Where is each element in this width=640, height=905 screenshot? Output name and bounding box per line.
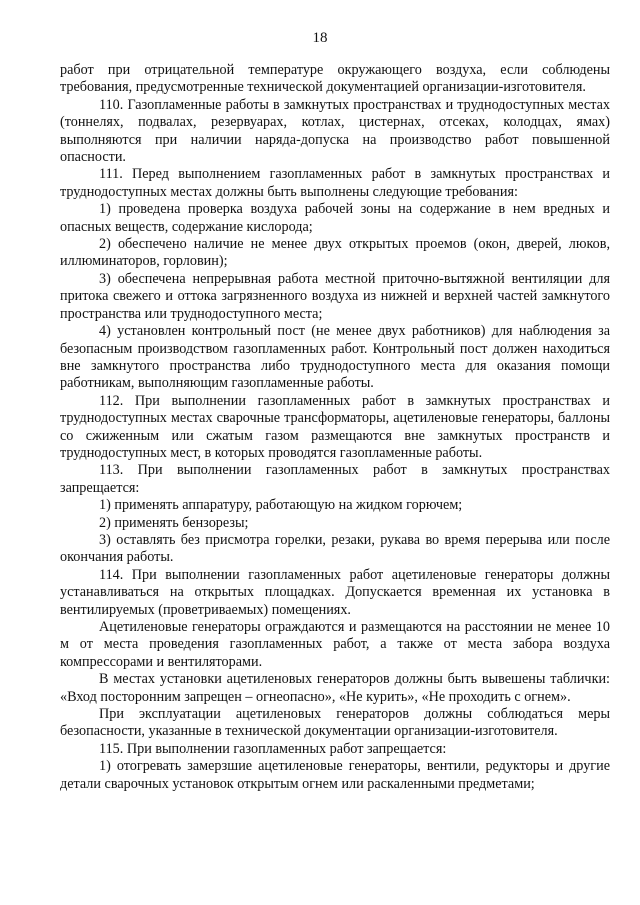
paragraph-item-114: 114. При выполнении газопламенных работ ацетиленовые генераторы должны устанавливаться на открытых площадках. Допускается временная их установка в вентилируемых (проветриваемых) помещениях.	[60, 566, 610, 618]
page-number: 18	[312, 30, 328, 46]
subitem-111-1: 1) проведена проверка воздуха рабочей зоны на содержание в нем вредных и опасных веществ, содержание кислорода;	[60, 201, 610, 235]
subitem-113-1: 1) применять аппаратуру, работающую на жидком горючем;	[99, 497, 463, 514]
subitem-113-3: 3) оставлять без присмотра горелки, резаки, рукава во время перерыва или после окончания работы.	[60, 531, 610, 566]
paragraph-item-115: 115. При выполнении газопламенных работ запрещается:	[99, 740, 447, 757]
document-body	[60, 62, 610, 793]
paragraph-114-generators-placement: Ацетиленовые генераторы ограждаются и размещаются на расстоянии не менее 10 м от места проведения газопламенных работ, а также от места забора воздуха компрессорами и вентиляторами.	[60, 619, 610, 670]
subitem-111-2: 2) обеспечено наличие не менее двух открытых проемов (окон, дверей, люков, иллюминаторов, горловин);	[60, 236, 610, 270]
paragraph-item-112: 112. При выполнении газопламенных работ в замкнутых пространствах и труднодоступных местах сварочные трансформаторы, ацетиленовые генераторы, баллоны со сжиженным или сжатым газом размещаются вне замкнутых пространств и труднодоступных мест, в которых проводятся газопламенные работы.	[60, 392, 610, 461]
paragraph-continuation: работ при отрицательной температуре окружающего воздуха, если соблюдены требования, предусмотренные технической документацией организации-изготовителя.	[60, 62, 610, 96]
paragraph-item-111: 111. Перед выполнением газопламенных работ в замкнутых пространствах и труднодоступных местах должны быть выполнены следующие требования:	[60, 166, 610, 200]
subitem-111-4: 4) установлен контрольный пост (не менее двух работников) для наблюдения за безопасным производством газопламенных работ. Контрольный пост должен находиться вне замкнутого пространства либо труднодоступного места для оказания помощи работникам, выполняющим газопламенные работы.	[60, 323, 610, 392]
paragraph-114-signage: В местах установки ацетиленовых генераторов должны быть вывешены таблички: «Вход посторонним запрещен – огнеопасно», «Не курить», «Не проходить с огнем».	[60, 671, 610, 705]
paragraph-item-110: 110. Газопламенные работы в замкнутых пространствах и труднодоступных местах (тоннелях, подвалах, резервуарах, котлах, цистернах, отсеках, колодцах, ямах) выполняются при наличии наряда-допуска на производство работ повышенной опасности.	[60, 96, 610, 166]
paragraph-114-safety: При эксплуатации ацетиленовых генераторов должны соблюдаться меры безопасности, указанные в технической документации организации-изготовителя.	[60, 706, 610, 740]
subitem-111-3: 3) обеспечена непрерывная работа местной приточно-вытяжной вентиляции для притока свежего и оттока загрязненного воздуха из нижней и верхней частей замкнутого пространства или труднодоступного места;	[60, 270, 610, 322]
subitem-113-2: 2) применять бензорезы;	[99, 514, 249, 531]
paragraph-item-113: 113. При выполнении газопламенных работ в замкнутых пространствах запрещается:	[60, 462, 610, 496]
subitem-115-1: 1) отогревать замерзшие ацетиленовые генераторы, вентили, редукторы и другие детали сварочных установок открытым огнем или раскаленными предметами;	[60, 758, 610, 792]
